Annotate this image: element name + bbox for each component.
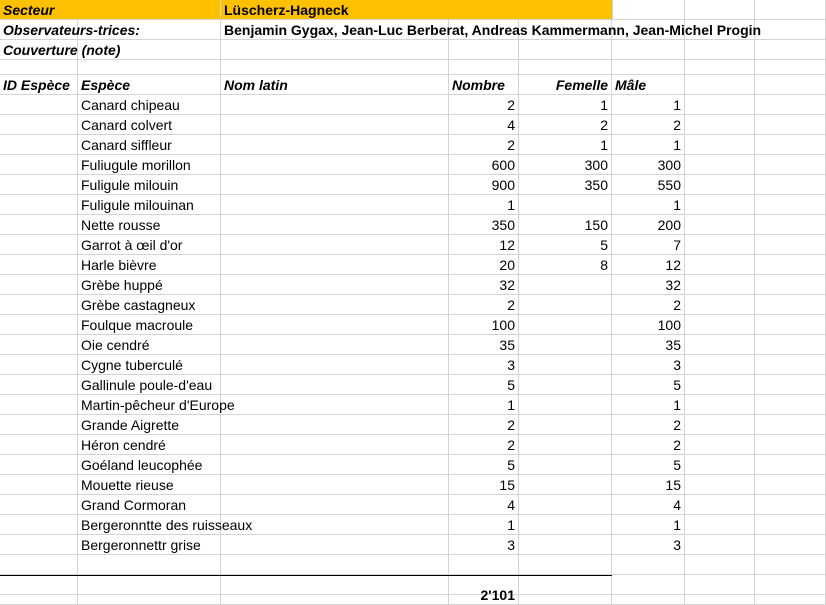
grid-cell[interactable] [221, 335, 449, 355]
female-count-cell[interactable] [519, 495, 612, 515]
female-count-cell[interactable] [519, 275, 612, 295]
count-cell[interactable]: 3 [449, 355, 519, 375]
grid-cell[interactable] [755, 295, 826, 315]
count-cell[interactable]: 600 [449, 155, 519, 175]
observers-label-cell[interactable]: Observateurs-trices: [0, 20, 221, 40]
count-cell[interactable]: 15 [449, 475, 519, 495]
female-count-cell[interactable] [519, 455, 612, 475]
count-cell[interactable]: 2 [449, 135, 519, 155]
count-cell[interactable]: 2 [449, 95, 519, 115]
grid-cell[interactable] [612, 40, 685, 60]
count-cell[interactable]: 2 [449, 415, 519, 435]
female-count-cell[interactable] [519, 395, 612, 415]
grid-cell[interactable] [0, 60, 78, 75]
count-cell[interactable]: 900 [449, 175, 519, 195]
grid-cell[interactable] [685, 0, 755, 20]
grid-cell[interactable] [0, 595, 78, 605]
male-count-cell[interactable]: 550 [612, 175, 685, 195]
male-count-cell[interactable]: 1 [612, 95, 685, 115]
grid-cell[interactable] [685, 375, 755, 395]
grid-cell[interactable] [755, 455, 826, 475]
sector-label-cell[interactable]: Secteur [0, 0, 221, 20]
header-nom-latin[interactable]: Nom latin [221, 75, 449, 95]
count-cell[interactable]: 4 [449, 495, 519, 515]
grid-cell[interactable] [685, 315, 755, 335]
header-espece[interactable]: Espèce [78, 75, 221, 95]
grid-cell[interactable] [221, 155, 449, 175]
grid-cell[interactable] [755, 235, 826, 255]
grid-cell[interactable] [685, 175, 755, 195]
grid-cell[interactable] [519, 40, 612, 60]
grid-cell[interactable] [449, 40, 519, 60]
grid-cell[interactable] [0, 415, 78, 435]
grid-cell[interactable] [685, 475, 755, 495]
male-count-cell[interactable]: 35 [612, 335, 685, 355]
female-count-cell[interactable] [519, 535, 612, 555]
grid-cell[interactable] [449, 60, 519, 75]
species-name-cell[interactable]: Cygne tuberculé [78, 355, 221, 375]
grid-cell[interactable] [0, 255, 78, 275]
species-name-cell[interactable]: Garrot à œil d'or [78, 235, 221, 255]
grid-cell[interactable] [0, 475, 78, 495]
grid-cell[interactable] [221, 60, 449, 75]
grid-cell[interactable] [755, 75, 826, 95]
female-count-cell[interactable]: 5 [519, 235, 612, 255]
species-name-cell[interactable]: Mouette rieuse [78, 475, 221, 495]
count-cell[interactable]: 100 [449, 315, 519, 335]
species-name-cell[interactable]: Héron cendré [78, 435, 221, 455]
grid-cell[interactable] [0, 435, 78, 455]
grid-cell[interactable] [221, 415, 449, 435]
female-count-cell[interactable]: 150 [519, 215, 612, 235]
grid-cell[interactable] [0, 535, 78, 555]
grid-cell[interactable] [0, 115, 78, 135]
grid-cell[interactable] [0, 575, 78, 595]
grid-cell[interactable] [755, 155, 826, 175]
observers-value-cell[interactable]: Benjamin Gygax, Jean-Luc Berberat, Andreas Kammermann, Jean-Michel Progin [221, 20, 613, 40]
grid-cell[interactable] [755, 515, 826, 535]
female-count-cell[interactable] [519, 515, 612, 535]
grid-cell[interactable] [685, 275, 755, 295]
grid-cell[interactable] [221, 495, 449, 515]
grid-cell[interactable] [519, 595, 612, 605]
species-name-cell[interactable]: Grand Cormoran [78, 495, 221, 515]
grid-cell[interactable] [685, 235, 755, 255]
grid-cell[interactable] [685, 155, 755, 175]
grid-cell[interactable] [221, 115, 449, 135]
grid-cell[interactable] [755, 95, 826, 115]
grid-cell[interactable] [221, 555, 449, 575]
grid-cell[interactable] [685, 135, 755, 155]
grid-cell[interactable] [221, 355, 449, 375]
grid-cell[interactable] [0, 555, 78, 575]
grid-cell[interactable] [755, 475, 826, 495]
male-count-cell[interactable]: 32 [612, 275, 685, 295]
female-count-cell[interactable]: 300 [519, 155, 612, 175]
grid-cell[interactable] [221, 475, 449, 495]
grid-cell[interactable] [221, 515, 449, 535]
male-count-cell[interactable]: 2 [612, 435, 685, 455]
female-count-cell[interactable]: 1 [519, 135, 612, 155]
grid-cell[interactable] [612, 0, 685, 20]
species-name-cell[interactable]: Nette rousse [78, 215, 221, 235]
grid-cell[interactable] [685, 415, 755, 435]
grid-cell[interactable] [755, 195, 826, 215]
header-femelle[interactable]: Femelle [519, 75, 612, 95]
grid-cell[interactable] [685, 355, 755, 375]
female-count-cell[interactable] [519, 335, 612, 355]
species-name-cell[interactable]: Oie cendré [78, 335, 221, 355]
species-name-cell[interactable]: Harle bièvre [78, 255, 221, 275]
female-count-cell[interactable] [519, 415, 612, 435]
grid-cell[interactable] [221, 40, 449, 60]
grid-cell[interactable] [612, 60, 685, 75]
total-separator-line [0, 575, 612, 576]
grid-cell[interactable] [612, 555, 685, 575]
male-count-cell[interactable]: 4 [612, 495, 685, 515]
count-cell[interactable]: 1 [449, 395, 519, 415]
count-cell[interactable]: 5 [449, 455, 519, 475]
species-name-cell[interactable]: Grèbe castagneux [78, 295, 221, 315]
female-count-cell[interactable] [519, 475, 612, 495]
male-count-cell[interactable]: 2 [612, 115, 685, 135]
grid-cell[interactable] [685, 555, 755, 575]
male-count-cell[interactable]: 200 [612, 215, 685, 235]
species-name-cell[interactable]: Bergeronnettr grise [78, 535, 221, 555]
header-male[interactable]: Mâle [612, 75, 685, 95]
species-name-cell[interactable]: Martin-pêcheur d'Europe [78, 395, 221, 415]
grid-cell[interactable] [685, 95, 755, 115]
species-name-cell[interactable]: Canard chipeau [78, 95, 221, 115]
female-count-cell[interactable]: 1 [519, 95, 612, 115]
grid-cell[interactable] [685, 255, 755, 275]
grid-cell[interactable] [449, 555, 519, 575]
grid-cell[interactable] [0, 515, 78, 535]
species-name-cell[interactable]: Fuliugule morillon [78, 155, 221, 175]
male-count-cell[interactable]: 300 [612, 155, 685, 175]
grid-cell[interactable] [685, 40, 755, 60]
count-cell[interactable]: 350 [449, 215, 519, 235]
grid-cell[interactable] [221, 315, 449, 335]
grid-cell[interactable] [612, 595, 685, 605]
male-count-cell[interactable]: 2 [612, 415, 685, 435]
grid-cell[interactable] [221, 435, 449, 455]
grid-cell[interactable] [221, 535, 449, 555]
species-name-cell[interactable]: Grèbe huppé [78, 275, 221, 295]
grid-cell[interactable] [0, 375, 78, 395]
grid-cell[interactable] [0, 455, 78, 475]
coverage-label-cell[interactable]: Couverture (note) [0, 40, 221, 60]
species-name-cell[interactable]: Fuligule milouinan [78, 195, 221, 215]
grid-cell[interactable] [685, 215, 755, 235]
count-cell[interactable]: 3 [449, 535, 519, 555]
female-count-cell[interactable] [519, 195, 612, 215]
grid-cell[interactable] [0, 155, 78, 175]
male-count-cell[interactable]: 7 [612, 235, 685, 255]
grid-cell[interactable] [755, 215, 826, 235]
grid-cell[interactable] [612, 575, 685, 595]
male-count-cell[interactable]: 5 [612, 455, 685, 475]
grid-cell[interactable] [755, 115, 826, 135]
grid-cell[interactable] [755, 415, 826, 435]
male-count-cell[interactable]: 5 [612, 375, 685, 395]
grid-cell[interactable] [755, 0, 826, 20]
grid-cell[interactable] [755, 395, 826, 415]
grid-cell[interactable] [221, 195, 449, 215]
grid-cell[interactable] [755, 335, 826, 355]
grid-cell[interactable] [78, 575, 221, 595]
male-count-cell[interactable]: 2 [612, 295, 685, 315]
grid-cell[interactable] [221, 595, 449, 605]
grid-cell[interactable] [0, 175, 78, 195]
species-name-cell[interactable]: Fuligule milouin [78, 175, 221, 195]
species-name-cell[interactable]: Bergeronntte des ruisseaux [78, 515, 221, 535]
female-count-cell[interactable]: 8 [519, 255, 612, 275]
grid-cell[interactable] [0, 195, 78, 215]
male-count-cell[interactable]: 3 [612, 355, 685, 375]
count-cell[interactable]: 5 [449, 375, 519, 395]
grid-cell[interactable] [755, 435, 826, 455]
grid-cell[interactable] [221, 255, 449, 275]
grid-cell[interactable] [685, 575, 755, 595]
grid-cell[interactable] [755, 255, 826, 275]
female-count-cell[interactable] [519, 315, 612, 335]
grid-cell[interactable] [755, 20, 826, 40]
grid-cell[interactable] [685, 335, 755, 355]
grid-cell[interactable] [685, 435, 755, 455]
grid-cell[interactable] [685, 75, 755, 95]
sector-value-cell[interactable]: Lüscherz-Hagneck [221, 0, 613, 20]
female-count-cell[interactable] [519, 375, 612, 395]
grid-cell[interactable] [755, 535, 826, 555]
grid-cell[interactable] [685, 295, 755, 315]
count-cell[interactable]: 1 [449, 515, 519, 535]
grid-cell[interactable] [755, 135, 826, 155]
grid-cell[interactable] [755, 595, 826, 605]
grid-cell[interactable] [221, 135, 449, 155]
count-cell[interactable]: 12 [449, 235, 519, 255]
female-count-cell[interactable] [519, 295, 612, 315]
grid-cell[interactable] [0, 395, 78, 415]
grid-cell[interactable] [755, 175, 826, 195]
grid-cell[interactable] [755, 60, 826, 75]
grid-cell[interactable] [0, 235, 78, 255]
grid-cell[interactable] [221, 175, 449, 195]
species-name-cell[interactable]: Gallinule poule-d'eau [78, 375, 221, 395]
header-id-espece[interactable]: ID Espèce [0, 75, 78, 95]
grid-cell[interactable] [78, 60, 221, 75]
grid-cell[interactable] [221, 95, 449, 115]
grid-cell[interactable] [221, 575, 449, 595]
female-count-cell[interactable]: 350 [519, 175, 612, 195]
species-name-cell[interactable]: Canard siffleur [78, 135, 221, 155]
grid-cell[interactable] [685, 115, 755, 135]
total-count-cell[interactable]: 2'101 [449, 585, 519, 605]
count-cell[interactable]: 2 [449, 435, 519, 455]
grid-cell[interactable] [0, 275, 78, 295]
male-count-cell[interactable]: 15 [612, 475, 685, 495]
grid-cell[interactable] [0, 335, 78, 355]
grid-cell[interactable] [519, 555, 612, 575]
grid-cell[interactable] [685, 535, 755, 555]
grid-cell[interactable] [685, 455, 755, 475]
male-count-cell[interactable]: 12 [612, 255, 685, 275]
grid-cell[interactable] [685, 515, 755, 535]
grid-cell[interactable] [221, 235, 449, 255]
species-name-cell[interactable]: Goéland leucophée [78, 455, 221, 475]
count-cell[interactable]: 35 [449, 335, 519, 355]
female-count-cell[interactable]: 2 [519, 115, 612, 135]
grid-cell[interactable] [0, 315, 78, 335]
count-cell[interactable]: 20 [449, 255, 519, 275]
grid-cell[interactable] [221, 275, 449, 295]
count-cell[interactable]: 32 [449, 275, 519, 295]
grid-cell[interactable] [685, 195, 755, 215]
grid-cell[interactable] [685, 395, 755, 415]
grid-cell[interactable] [755, 40, 826, 60]
count-cell[interactable]: 4 [449, 115, 519, 135]
count-cell[interactable]: 1 [449, 195, 519, 215]
male-count-cell[interactable]: 1 [612, 515, 685, 535]
grid-cell[interactable] [0, 95, 78, 115]
grid-cell[interactable] [755, 315, 826, 335]
grid-cell[interactable] [0, 355, 78, 375]
grid-cell[interactable] [755, 275, 826, 295]
species-name-cell[interactable]: Grande Aigrette [78, 415, 221, 435]
grid-cell[interactable] [78, 555, 221, 575]
grid-cell[interactable] [755, 355, 826, 375]
grid-cell[interactable] [685, 60, 755, 75]
grid-cell[interactable] [685, 595, 755, 605]
grid-cell[interactable] [0, 495, 78, 515]
grid-cell[interactable] [685, 495, 755, 515]
grid-cell[interactable] [221, 295, 449, 315]
female-count-cell[interactable] [519, 355, 612, 375]
header-nombre[interactable]: Nombre [449, 75, 519, 95]
species-name-cell[interactable]: Canard colvert [78, 115, 221, 135]
grid-cell[interactable] [755, 375, 826, 395]
species-name-cell[interactable]: Foulque macroule [78, 315, 221, 335]
grid-cell[interactable] [221, 375, 449, 395]
male-count-cell[interactable]: 3 [612, 535, 685, 555]
grid-cell[interactable] [755, 495, 826, 515]
male-count-cell[interactable]: 100 [612, 315, 685, 335]
grid-cell[interactable] [221, 215, 449, 235]
grid-cell[interactable] [0, 135, 78, 155]
count-cell[interactable]: 2 [449, 295, 519, 315]
male-count-cell[interactable]: 1 [612, 395, 685, 415]
grid-cell[interactable] [0, 295, 78, 315]
grid-cell[interactable] [519, 575, 612, 595]
grid-cell[interactable] [519, 60, 612, 75]
grid-cell[interactable] [221, 395, 449, 415]
grid-cell[interactable] [0, 215, 78, 235]
grid-cell[interactable] [78, 595, 221, 605]
grid-cell[interactable] [755, 555, 826, 575]
grid-cell[interactable] [221, 455, 449, 475]
grid-cell[interactable] [755, 575, 826, 595]
male-count-cell[interactable]: 1 [612, 195, 685, 215]
female-count-cell[interactable] [519, 435, 612, 455]
male-count-cell[interactable]: 1 [612, 135, 685, 155]
